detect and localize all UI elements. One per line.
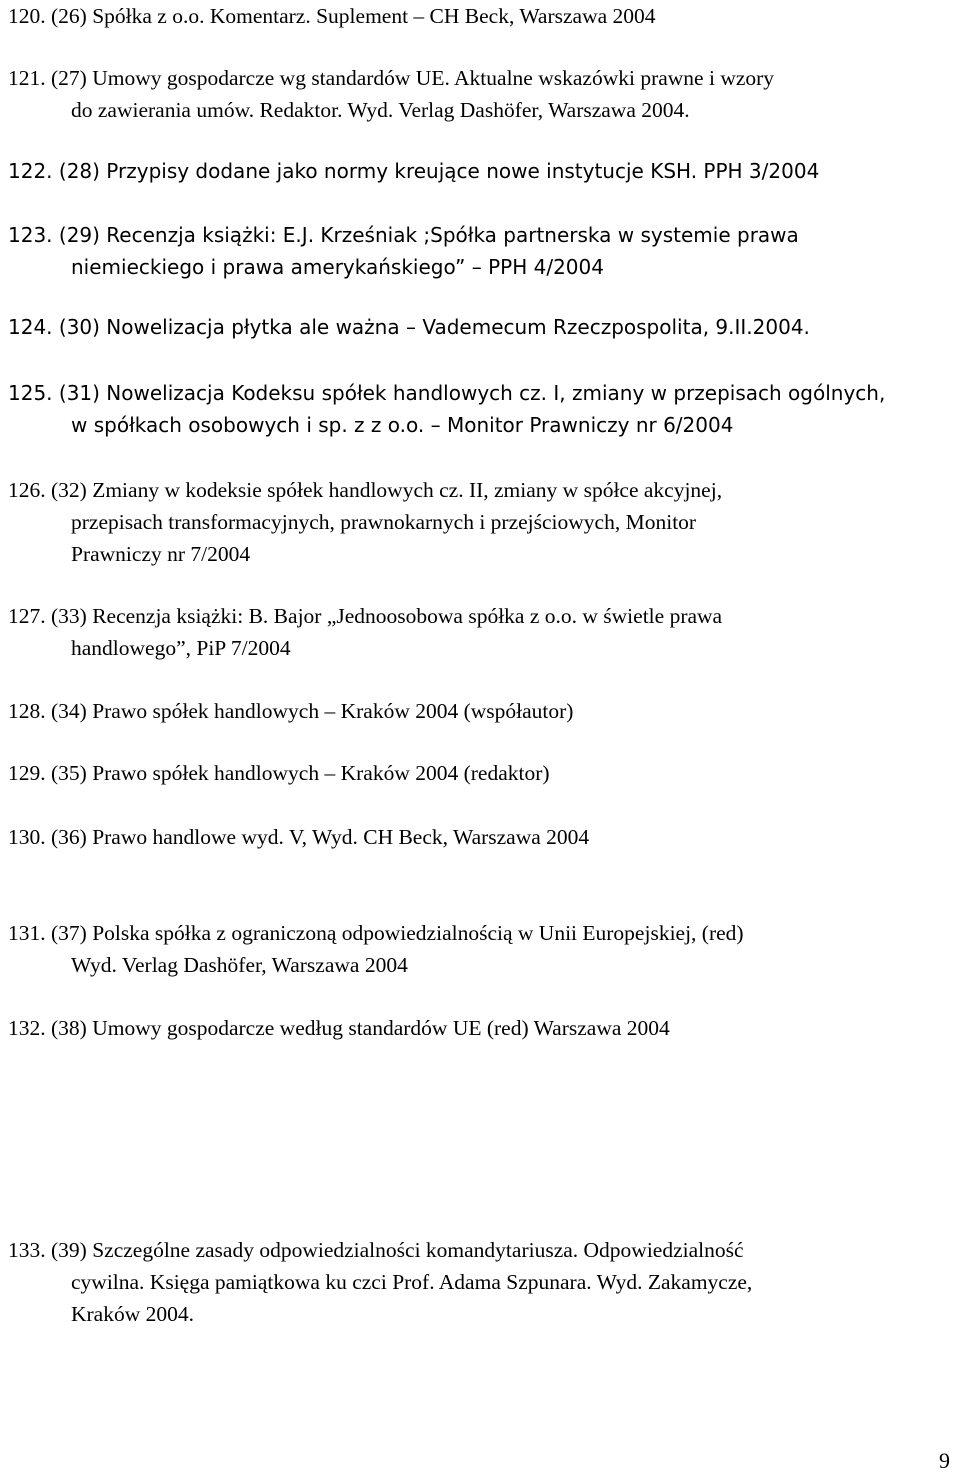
entry-number: 121. — [8, 66, 46, 90]
entry-number: 128. — [8, 699, 46, 723]
entry-text-continued: cywilna. Księga pamiątkowa ku czci Prof. Adama Szpunara. Wyd. Zakamycze, — [71, 1270, 753, 1294]
entry-number: 130. — [8, 825, 46, 849]
entry-text: (26) Spółka z o.o. Komentarz. Suplement – CH Beck, Warszawa 2004 — [51, 4, 656, 28]
entry-text: (29) Recenzja książki: E.J. Krześniak ;Spółka partnerska w systemie prawa — [58, 223, 799, 247]
entry-number: 132. — [8, 1016, 46, 1040]
entry-text: (32) Zmiany w kodeksie spółek handlowych cz. II, zmiany w spółce akcyjnej, — [51, 478, 723, 502]
bibliography-entry — [8, 0, 953, 32]
entry-text: (34) Prawo spółek handlowych – Kraków 2004 (współautor) — [51, 699, 574, 723]
entry-text-continued: przepisach transformacyjnych, prawnokarnych i przejściowych, Monitor — [71, 510, 697, 534]
entry-text: (35) Prawo spółek handlowych – Kraków 2004 (redaktor) — [51, 761, 550, 785]
entry-number: 123. — [8, 223, 53, 247]
bibliography-entry — [8, 1012, 953, 1044]
entry-number: 133. — [8, 1238, 46, 1262]
bibliography-entry — [8, 757, 953, 789]
bibliography-entry — [8, 695, 953, 727]
entry-number: 125. — [8, 381, 53, 405]
bibliography-entry — [8, 155, 953, 187]
entry-text-continued: niemieckiego i prawa amerykańskiego” – PPH 4/2004 — [71, 255, 604, 279]
entry-number: 131. — [8, 921, 46, 945]
entry-number: 129. — [8, 761, 46, 785]
entry-text: (33) Recenzja książki: B. Bajor „Jednoosobowa spółka z o.o. w świetle prawa — [51, 604, 723, 628]
entry-text: (36) Prawo handlowe wyd. V, Wyd. CH Beck, Warszawa 2004 — [51, 825, 590, 849]
bibliography-entry — [8, 474, 953, 570]
entry-text-continued: do zawierania umów. Redaktor. Wyd. Verlag Dashöfer, Warszawa 2004. — [71, 98, 690, 122]
entry-text-continued: w spółkach osobowych i sp. z z o.o. – Monitor Prawniczy nr 6/2004 — [71, 413, 734, 437]
entry-number: 122. — [8, 159, 53, 183]
entry-text: (27) Umowy gospodarcze wg standardów UE. Aktualne wskazówki prawne i wzory — [51, 66, 775, 90]
bibliography-entry — [8, 917, 953, 981]
bibliography-entry — [8, 1234, 953, 1330]
entry-text: (28) Przypisy dodane jako normy kreujące nowe instytucje KSH. PPH 3/2004 — [58, 159, 820, 183]
entry-text: (37) Polska spółka z ograniczoną odpowiedzialnością w Unii Europejskiej, (red) — [51, 921, 744, 945]
entry-number: 124. — [8, 315, 53, 339]
entry-text: (39) Szczególne zasady odpowiedzialności komandytariusza. Odpowiedzialność — [51, 1238, 744, 1262]
entry-text-continued: Kraków 2004. — [71, 1302, 195, 1326]
bibliography-entry — [8, 62, 953, 126]
bibliography-entry — [8, 600, 953, 664]
bibliography-entry — [8, 219, 953, 283]
entry-number: 120. — [8, 4, 46, 28]
bibliography-entry — [8, 311, 953, 343]
page-number: 9 — [939, 1448, 950, 1473]
entry-text: (30) Nowelizacja płytka ale ważna – Vademecum Rzeczpospolita, 9.II.2004. — [58, 315, 810, 339]
entry-text-continued: Wyd. Verlag Dashöfer, Warszawa 2004 — [71, 953, 408, 977]
entry-text-continued: handlowego”, PiP 7/2004 — [71, 636, 291, 660]
entry-text-continued: Prawniczy nr 7/2004 — [71, 542, 251, 566]
entry-number: 127. — [8, 604, 46, 628]
entry-number: 126. — [8, 478, 46, 502]
bibliography-entry — [8, 377, 953, 441]
bibliography-entry — [8, 821, 953, 853]
entry-text: (38) Umowy gospodarcze według standardów UE (red) Warszawa 2004 — [51, 1016, 670, 1040]
entry-text: (31) Nowelizacja Kodeksu spółek handlowych cz. I, zmiany w przepisach ogólnych, — [58, 381, 886, 405]
